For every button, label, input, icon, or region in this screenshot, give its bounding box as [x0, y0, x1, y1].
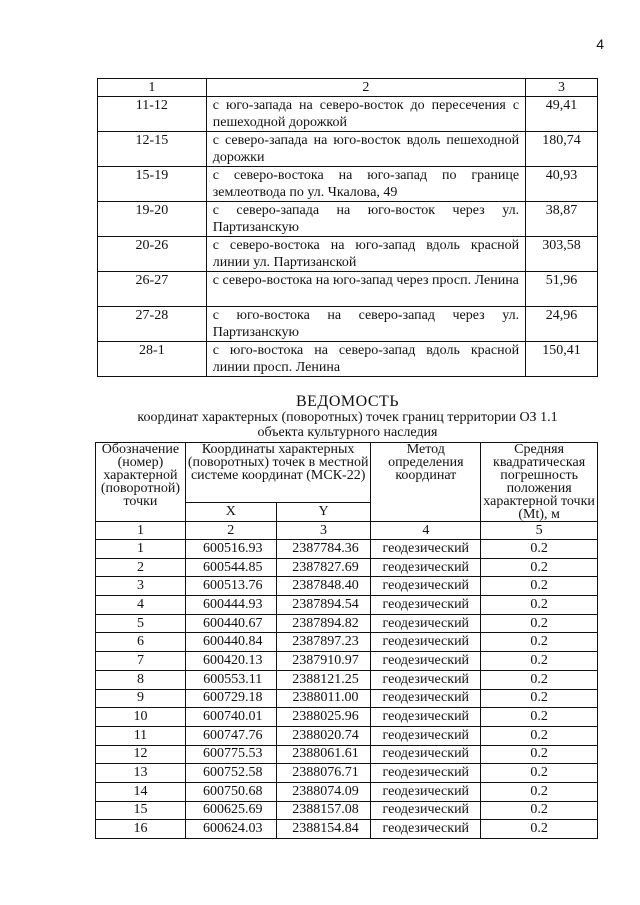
- segments-header-col-1: 1: [98, 79, 207, 97]
- mean-square-error: 0.2: [481, 670, 598, 689]
- method: геодезический: [371, 558, 481, 577]
- segment-description: с юго-востока на северо-запад через ул. Партизанскую: [206, 307, 525, 342]
- segment-points: 20-26: [98, 237, 207, 272]
- point-number: 5: [96, 614, 186, 633]
- mean-square-error: 0.2: [481, 577, 598, 596]
- coord-x: 600729.18: [185, 689, 276, 708]
- segment-length: 180,74: [526, 132, 598, 167]
- coords-numbering-row: [96, 522, 598, 540]
- mean-square-error: 0.2: [481, 596, 598, 615]
- coord-y: 2388154.84: [276, 820, 371, 839]
- coordinate-row: [96, 596, 598, 615]
- coord-y: 2387894.82: [276, 614, 371, 633]
- coord-y: 2388025.96: [276, 708, 371, 727]
- segment-points: 15-19: [98, 167, 207, 202]
- mean-square-error: 0.2: [481, 782, 598, 801]
- coord-x: 600775.53: [185, 745, 276, 764]
- coord-x: 600420.13: [185, 652, 276, 671]
- numbering-col-1: 1: [96, 522, 186, 540]
- mean-square-error: 0.2: [481, 633, 598, 652]
- point-number: 16: [96, 820, 186, 839]
- method: геодезический: [371, 577, 481, 596]
- segments-header-col-2: 2: [206, 79, 525, 97]
- segment-description: с юго-востока на северо-запад вдоль красной линии просп. Ленина: [206, 342, 525, 377]
- numbering-col-2: 2: [185, 522, 276, 540]
- numbering-col-3: 3: [276, 522, 371, 540]
- segment-points: 26-27: [98, 272, 207, 307]
- coordinate-row: [96, 820, 598, 839]
- coord-y: 2387897.23: [276, 633, 371, 652]
- numbering-col-4: 4: [371, 522, 481, 540]
- method: геодезический: [371, 708, 481, 727]
- segment-length: 49,41: [526, 97, 598, 132]
- coord-x: 600440.67: [185, 614, 276, 633]
- method: геодезический: [371, 764, 481, 783]
- header-x: X: [185, 502, 276, 521]
- coordinate-row: [96, 782, 598, 801]
- method: геодезический: [371, 782, 481, 801]
- point-number: 4: [96, 596, 186, 615]
- coord-x: 600624.03: [185, 820, 276, 839]
- segment-description: с северо-востока на юго-запад через просп. Ленина: [206, 272, 525, 307]
- segments-header-col-3: 3: [526, 79, 598, 97]
- header-coordinates: Координаты характерных (поворотных) точек в местной системе координат (МСК-22): [185, 443, 371, 503]
- point-number: 2: [96, 558, 186, 577]
- segment-row: [98, 272, 598, 307]
- point-number: 11: [96, 726, 186, 745]
- segment-points: 27-28: [98, 307, 207, 342]
- coordinate-row: [96, 558, 598, 577]
- segment-points: 11-12: [98, 97, 207, 132]
- statement-title: ВЕДОМОСТЬ: [295, 393, 400, 410]
- segment-length: 24,96: [526, 307, 598, 342]
- coord-x: 600625.69: [185, 801, 276, 820]
- coordinate-row: [96, 540, 598, 559]
- coordinate-row: [96, 577, 598, 596]
- mean-square-error: 0.2: [481, 801, 598, 820]
- segment-points: 28-1: [98, 342, 207, 377]
- mean-square-error: 0.2: [481, 558, 598, 577]
- method: геодезический: [371, 633, 481, 652]
- mean-square-error: 0.2: [481, 726, 598, 745]
- coord-y: 2388157.08: [276, 801, 371, 820]
- segment-length: 38,87: [526, 202, 598, 237]
- segment-length: 40,93: [526, 167, 598, 202]
- coord-x: 600440.84: [185, 633, 276, 652]
- coord-x: 600444.93: [185, 596, 276, 615]
- segment-description: с северо-востока на юго-запад вдоль красной линии ул. Партизанской: [206, 237, 525, 272]
- segment-length: 150,41: [526, 342, 598, 377]
- numbering-col-5: 5: [481, 522, 598, 540]
- coord-x: 600513.76: [185, 577, 276, 596]
- coord-x: 600553.11: [185, 670, 276, 689]
- coord-x: 600544.85: [185, 558, 276, 577]
- mean-square-error: 0.2: [481, 764, 598, 783]
- mean-square-error: 0.2: [481, 614, 598, 633]
- coordinate-row: [96, 670, 598, 689]
- coord-y: 2387894.54: [276, 596, 371, 615]
- segment-row: [98, 167, 598, 202]
- segment-length: 51,96: [526, 272, 598, 307]
- statement-subtitle-line-1: координат характерных (поворотных) точек границ территории ОЗ 1.1: [137, 410, 558, 425]
- point-number: 7: [96, 652, 186, 671]
- coord-y: 2388061.61: [276, 745, 371, 764]
- coord-x: 600750.68: [185, 782, 276, 801]
- method: геодезический: [371, 689, 481, 708]
- segment-row: [98, 237, 598, 272]
- point-number: 14: [96, 782, 186, 801]
- mean-square-error: 0.2: [481, 652, 598, 671]
- header-method: Метод определения координат: [371, 443, 481, 522]
- coord-x: 600747.76: [185, 726, 276, 745]
- coordinates-table: [95, 442, 598, 839]
- method: геодезический: [371, 726, 481, 745]
- coord-y: 2387910.97: [276, 652, 371, 671]
- coordinate-row: [96, 708, 598, 727]
- segment-points: 19-20: [98, 202, 207, 237]
- coord-y: 2388020.74: [276, 726, 371, 745]
- point-number: 1: [96, 540, 186, 559]
- segment-description: с северо-востока на юго-запад по границе землеотвода по ул. Чкалова, 49: [206, 167, 525, 202]
- method: геодезический: [371, 820, 481, 839]
- coordinate-row: [96, 633, 598, 652]
- boundary-segments-table: [97, 78, 598, 377]
- segment-description: с юго-запада на северо-восток до пересечения с пешеходной дорожкой: [206, 97, 525, 132]
- method: геодезический: [371, 540, 481, 559]
- mean-square-error: 0.2: [481, 540, 598, 559]
- point-number: 9: [96, 689, 186, 708]
- method: геодезический: [371, 596, 481, 615]
- method: геодезический: [371, 801, 481, 820]
- point-number: 15: [96, 801, 186, 820]
- coordinate-row: [96, 689, 598, 708]
- coordinate-row: [96, 764, 598, 783]
- coord-y: 2388076.71: [276, 764, 371, 783]
- method: геодезический: [371, 670, 481, 689]
- mean-square-error: 0.2: [481, 820, 598, 839]
- coordinate-row: [96, 652, 598, 671]
- header-y: Y: [276, 502, 371, 521]
- segments-header-row: [98, 79, 598, 97]
- mean-square-error: 0.2: [481, 708, 598, 727]
- mean-square-error: 0.2: [481, 689, 598, 708]
- page-number: 4: [596, 36, 604, 52]
- method: геодезический: [371, 652, 481, 671]
- segment-row: [98, 97, 598, 132]
- segment-description: с северо-запада на юго-восток вдоль пешеходной дорожки: [206, 132, 525, 167]
- segment-row: [98, 307, 598, 342]
- segment-description: с северо-запада на юго-восток через ул. Партизанскую: [206, 202, 525, 237]
- method: геодезический: [371, 745, 481, 764]
- coord-x: 600752.58: [185, 764, 276, 783]
- segment-points: 12-15: [98, 132, 207, 167]
- point-number: 6: [96, 633, 186, 652]
- coordinate-row: [96, 801, 598, 820]
- coordinate-row: [96, 745, 598, 764]
- coord-y: 2387827.69: [276, 558, 371, 577]
- coord-y: 2388074.09: [276, 782, 371, 801]
- point-number: 12: [96, 745, 186, 764]
- coord-x: 600516.93: [185, 540, 276, 559]
- segment-row: [98, 202, 598, 237]
- segment-row: [98, 342, 598, 377]
- point-number: 10: [96, 708, 186, 727]
- coord-y: 2387848.40: [276, 577, 371, 596]
- coord-x: 600740.01: [185, 708, 276, 727]
- coordinate-row: [96, 614, 598, 633]
- point-number: 13: [96, 764, 186, 783]
- coord-y: 2388121.25: [276, 670, 371, 689]
- point-number: 3: [96, 577, 186, 596]
- coord-y: 2387784.36: [276, 540, 371, 559]
- header-mean-square-error: Средняя квадратическая погрешность положения характерной точки (Mt), м: [481, 443, 598, 522]
- segment-length: 303,58: [526, 237, 598, 272]
- coords-header-row: [96, 443, 598, 503]
- segment-row: [98, 132, 598, 167]
- mean-square-error: 0.2: [481, 745, 598, 764]
- method: геодезический: [371, 614, 481, 633]
- coordinate-row: [96, 726, 598, 745]
- coord-y: 2388011.00: [276, 689, 371, 708]
- header-point-designation: Обозначение (номер) характерной (поворотной) точки: [96, 443, 186, 522]
- statement-subtitle-line-2: объекта культурного наследия: [257, 425, 438, 440]
- point-number: 8: [96, 670, 186, 689]
